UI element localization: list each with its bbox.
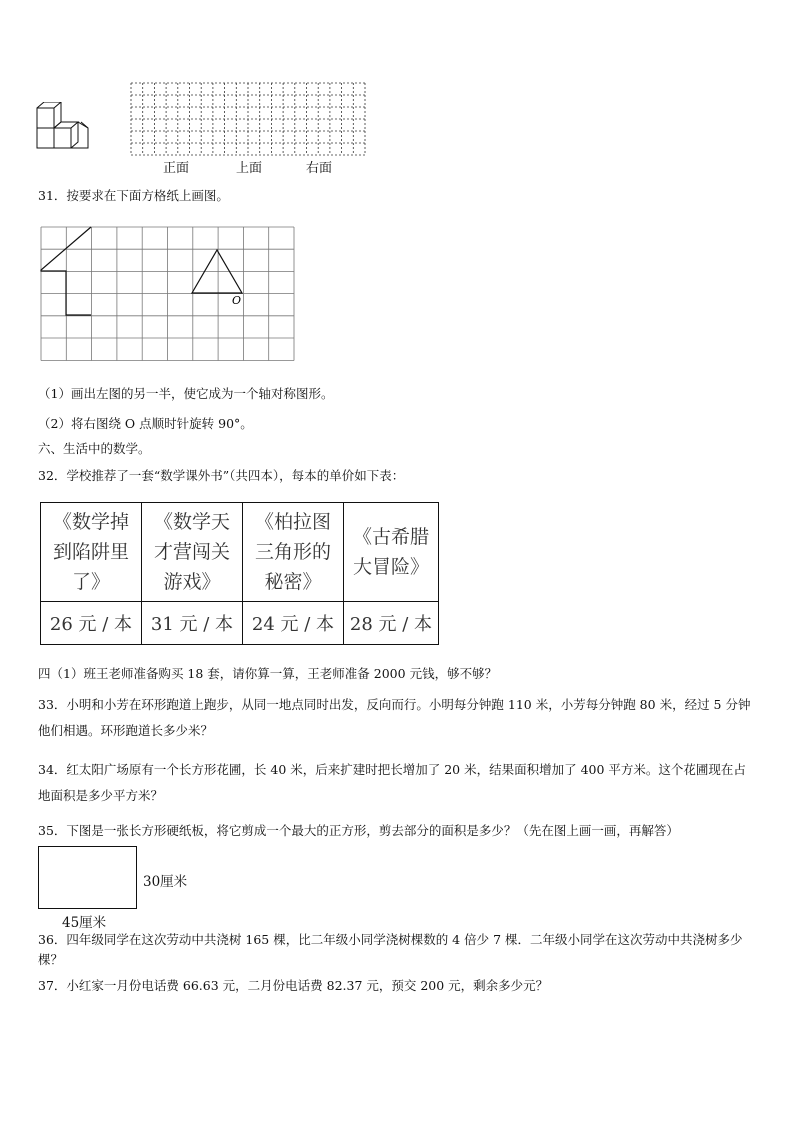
view-label-front: 正面 [163, 161, 190, 176]
question-32-ask: 四（1）班王老师准备购买 18 套，请你算一算，王老师准备 2000 元钱，够不够？ [38, 666, 498, 681]
book-title-1: 《数学掉 到陷阱里 了》 [41, 503, 142, 602]
cardboard-rectangle [38, 846, 137, 909]
question-37: 37．小红家一月份电话费 66.63 元，二月份电话费 82.37 元，预交 200 元，剩余多少元？ [38, 978, 549, 993]
book-title-4: 《古希腊 大冒险》 [344, 503, 439, 602]
book-price-4: 28 元 / 本 [344, 602, 439, 645]
question-31: 31．按要求在下面方格纸上画图。 [38, 188, 229, 203]
section-6-title: 六、生活中的数学。 [38, 441, 151, 456]
cube-stack-figure [36, 102, 92, 150]
book-price-1: 26 元 / 本 [41, 602, 142, 645]
view-label-top: 上面 [236, 161, 263, 176]
question-32: 32．学校推荐了一套“数学课外书”（共四本），每本的单价如下表： [38, 468, 405, 483]
question-35: 35．下图是一张长方形硬纸板，将它剪成一个最大的正方形，剪去部分的面积是多少？（先在图上画一画，再解答） [38, 823, 679, 838]
book-price-table [40, 502, 439, 645]
width-label: 45厘米 [62, 915, 107, 931]
question-34: 34．红太阳广场原有一个长方形花圃，长 40 米，后来扩建时把长增加了 20 米，结果面积增加了 400 平方米。这个花圃现在占地面积是多少平方米？ [38, 762, 746, 803]
question-36: 36．四年级同学在这次劳动中共浇树 165 棵，比二年级小同学浇树棵数的 4 倍少 7 棵．二年级小同学在这次劳动中共浇树多少棵？ [38, 932, 743, 967]
view-label-right: 右面 [306, 161, 333, 176]
book-price-2: 31 元 / 本 [142, 602, 243, 645]
grid-lines [41, 227, 294, 361]
question-33: 33．小明和小芳在环形跑道上跑步，从同一地点同时出发，反向而行。小明每分钟跑 110 米，小芳每分钟跑 80 米，经过 5 分钟他们相遇。环形跑道长多少米？ [38, 697, 751, 738]
book-title-2: 《数学天 才营闯关 游戏》 [142, 503, 243, 602]
point-o-label: O [232, 294, 242, 307]
height-label: 30厘米 [143, 874, 188, 890]
book-title-3: 《柏拉图 三角形的 秘密》 [243, 503, 344, 602]
q31-sub1: （1）画出左图的另一半，使它成为一个轴对称图形。 [38, 386, 334, 401]
q31-sub2: （2）将右图绕 O 点顺时针旋转 90°。 [38, 416, 253, 431]
views-dashed-grid [130, 82, 366, 156]
q31-grid-paper [38, 226, 296, 362]
book-price-3: 24 元 / 本 [243, 602, 344, 645]
